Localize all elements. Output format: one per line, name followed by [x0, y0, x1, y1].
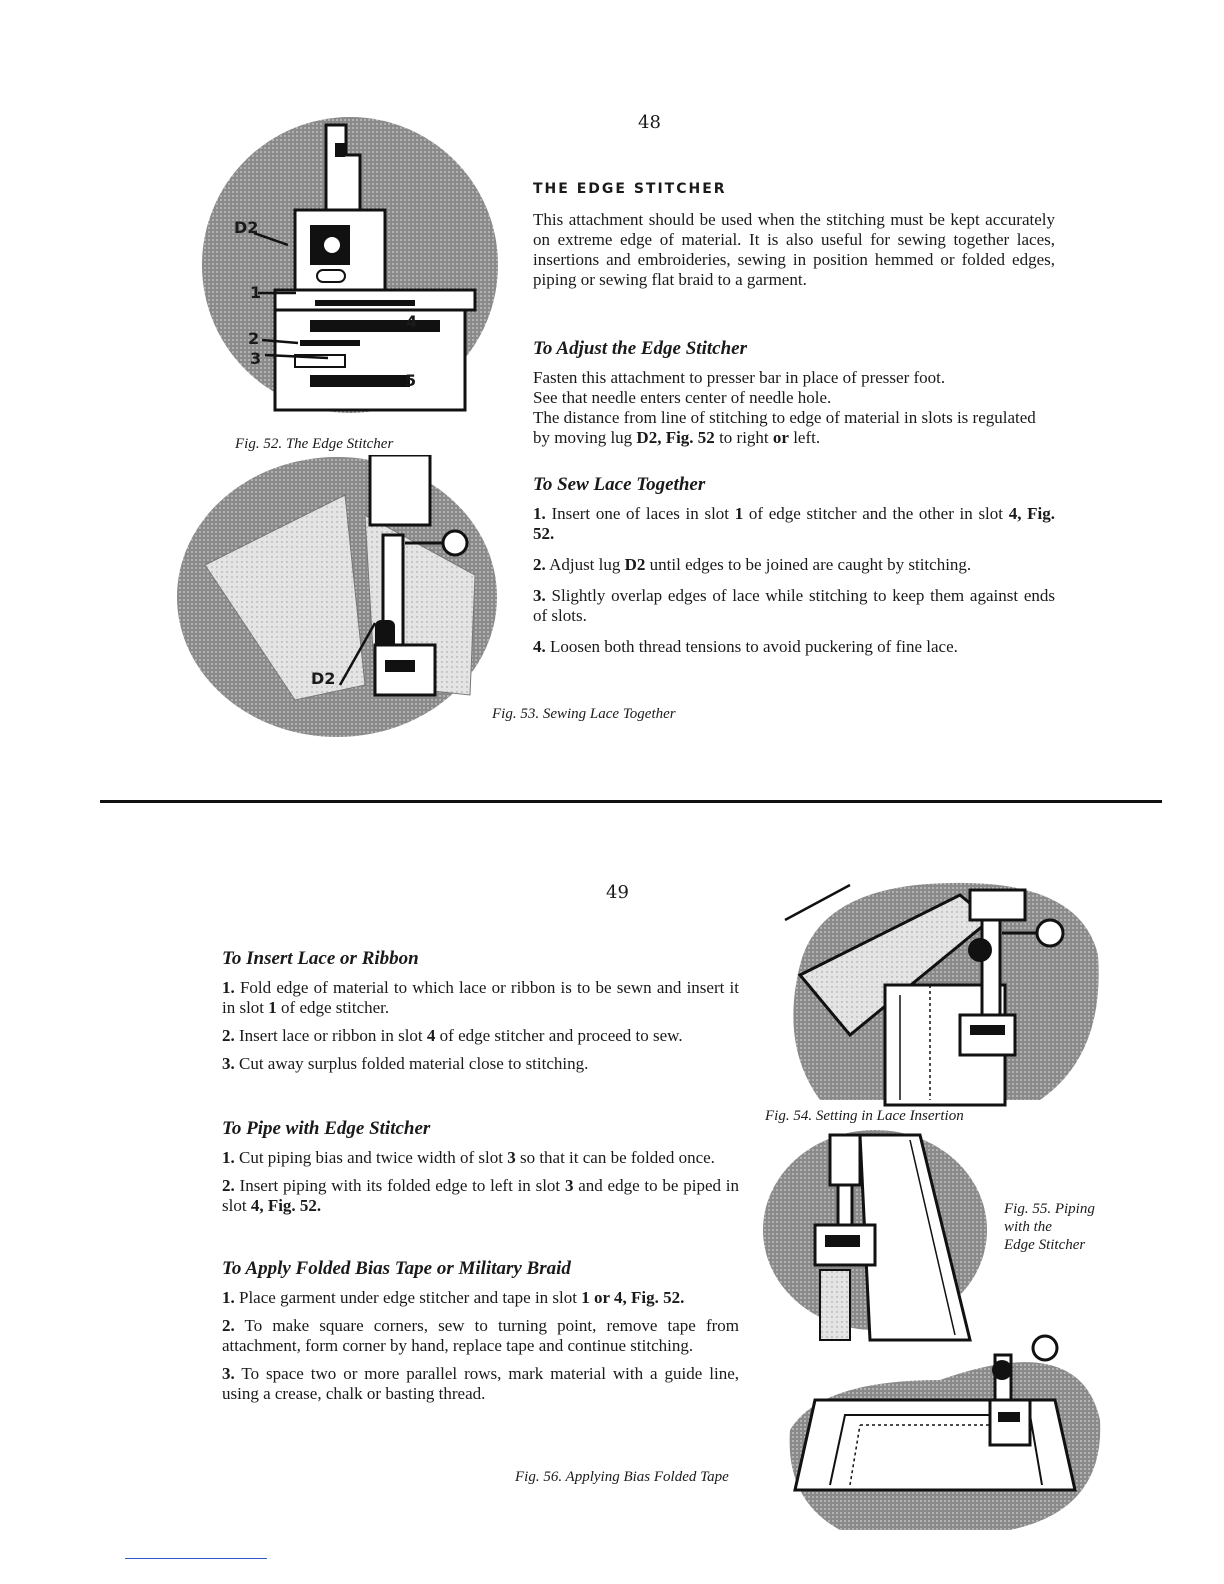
figure-54-caption: Fig. 54. Setting in Lace Insertion [765, 1108, 964, 1124]
adjust-line-3-text-c: left. [788, 428, 821, 447]
heading-insert-lace-ribbon: To Insert Lace or Ribbon [222, 948, 419, 969]
pipe-steps [222, 1148, 739, 1224]
page-number-48: 48 [638, 112, 661, 133]
insert-step-3: 3. Cut away surplus folded material close to stitching. [222, 1054, 589, 1073]
section-title-edge-stitcher: THE EDGE STITCHER [533, 181, 727, 197]
bias-step-2: 2. To make square corners, sew to turning point, remove tape from attachment, form corner by hand, replace tape and continue stitching. [222, 1316, 739, 1355]
fig55-caption-line-1: Fig. 55. Piping [1004, 1201, 1095, 1217]
adjust-line-3 [533, 408, 1055, 448]
insert-steps [222, 978, 739, 1082]
adjust-line-3-text-b: to right [714, 428, 773, 447]
footer-link-line [125, 1558, 267, 1559]
fig52-label-5: 5 [405, 371, 417, 390]
figure-55-piping [760, 1125, 990, 1350]
figure-55-caption [1004, 1200, 1095, 1254]
fig52-label-2: 2 [248, 329, 260, 348]
fig52-label-4: 4 [406, 312, 418, 331]
bias-step-1: 1. Place garment under edge stitcher and tape in slot 1 or 4, Fig. 52. [222, 1288, 685, 1307]
adjust-or: or [772, 428, 789, 447]
heading-adjust-edge-stitcher: To Adjust the Edge Stitcher [533, 338, 747, 359]
figure-54-lace-insertion [760, 875, 1105, 1110]
insert-step-2: 2. Insert lace or ribbon in slot 4 of edge stitcher and proceed to sew. [222, 1026, 683, 1045]
figure-52-edge-stitcher [200, 115, 500, 435]
lace-steps [533, 504, 1055, 665]
adjust-line-3-text: The distance from line of stitching to edge of material in slots is regulated by moving lug [533, 408, 1036, 447]
heading-sew-lace-together: To Sew Lace Together [533, 474, 706, 495]
fig52-label-3: 3 [250, 349, 262, 368]
figure-53-caption: Fig. 53. Sewing Lace Together [492, 706, 676, 722]
figure-52-caption: Fig. 52. The Edge Stitcher [235, 436, 394, 452]
figure-53-sewing-lace [175, 455, 500, 740]
lace-step-3: 3. Slightly overlap edges of lace while stitching to keep them against ends of slots. [533, 586, 1056, 625]
bias-steps [222, 1288, 739, 1412]
intro-text: This attachment should be used when the stitching must be kept accurately on extreme edge of material. It is also useful for sewing together laces, insertions and embroideries, sewing in position hemmed or folded edges, piping or sewing flat braid to a garment. [533, 210, 1055, 289]
figure-56-caption: Fig. 56. Applying Bias Folded Tape [515, 1469, 729, 1485]
lace-step-1: 1. Insert one of laces in slot 1 of edge stitcher and the other in slot 4, Fig. 52. [533, 504, 1055, 543]
heading-apply-bias-tape: To Apply Folded Bias Tape or Military Braid [222, 1258, 571, 1279]
page-separator-rule [100, 800, 1162, 803]
figure-56-bias-tape [780, 1320, 1105, 1535]
pipe-step-2: 2. Insert piping with its folded edge to left in slot 3 and edge to be piped in slot 4, Fig. 52. [222, 1176, 739, 1215]
lace-step-2: 2. Adjust lug D2 until edges to be joined are caught by stitching. [533, 555, 972, 574]
bias-step-3: 3. To space two or more parallel rows, mark material with a guide line, using a crease, chalk or basting thread. [222, 1364, 739, 1403]
adjust-paragraph [533, 368, 1055, 448]
adjust-line-1: Fasten this attachment to presser bar in place of presser foot. [533, 368, 946, 387]
fig52-label-d2: D2 [234, 218, 259, 237]
heading-pipe-edge-stitcher: To Pipe with Edge Stitcher [222, 1118, 431, 1139]
lace-step-4: 4. Loosen both thread tensions to avoid puckering of fine lace. [533, 637, 958, 656]
fig53-label-d2: D2 [311, 669, 336, 688]
intro-paragraph [533, 210, 1055, 298]
fig52-label-1: 1 [250, 283, 262, 302]
pipe-step-1: 1. Cut piping bias and twice width of slot 3 so that it can be folded once. [222, 1148, 715, 1167]
insert-step-1: 1. Fold edge of material to which lace or ribbon is to be sewn and insert it in slot 1 of edge stitcher. [222, 978, 739, 1017]
page-number-49: 49 [606, 882, 629, 903]
fig55-caption-line-3: Edge Stitcher [1004, 1237, 1086, 1253]
fig55-caption-line-2: with the [1004, 1219, 1052, 1235]
adjust-line-2: See that needle enters center of needle hole. [533, 388, 832, 407]
adjust-ref-d2-fig52: D2, Fig. 52 [636, 428, 715, 447]
